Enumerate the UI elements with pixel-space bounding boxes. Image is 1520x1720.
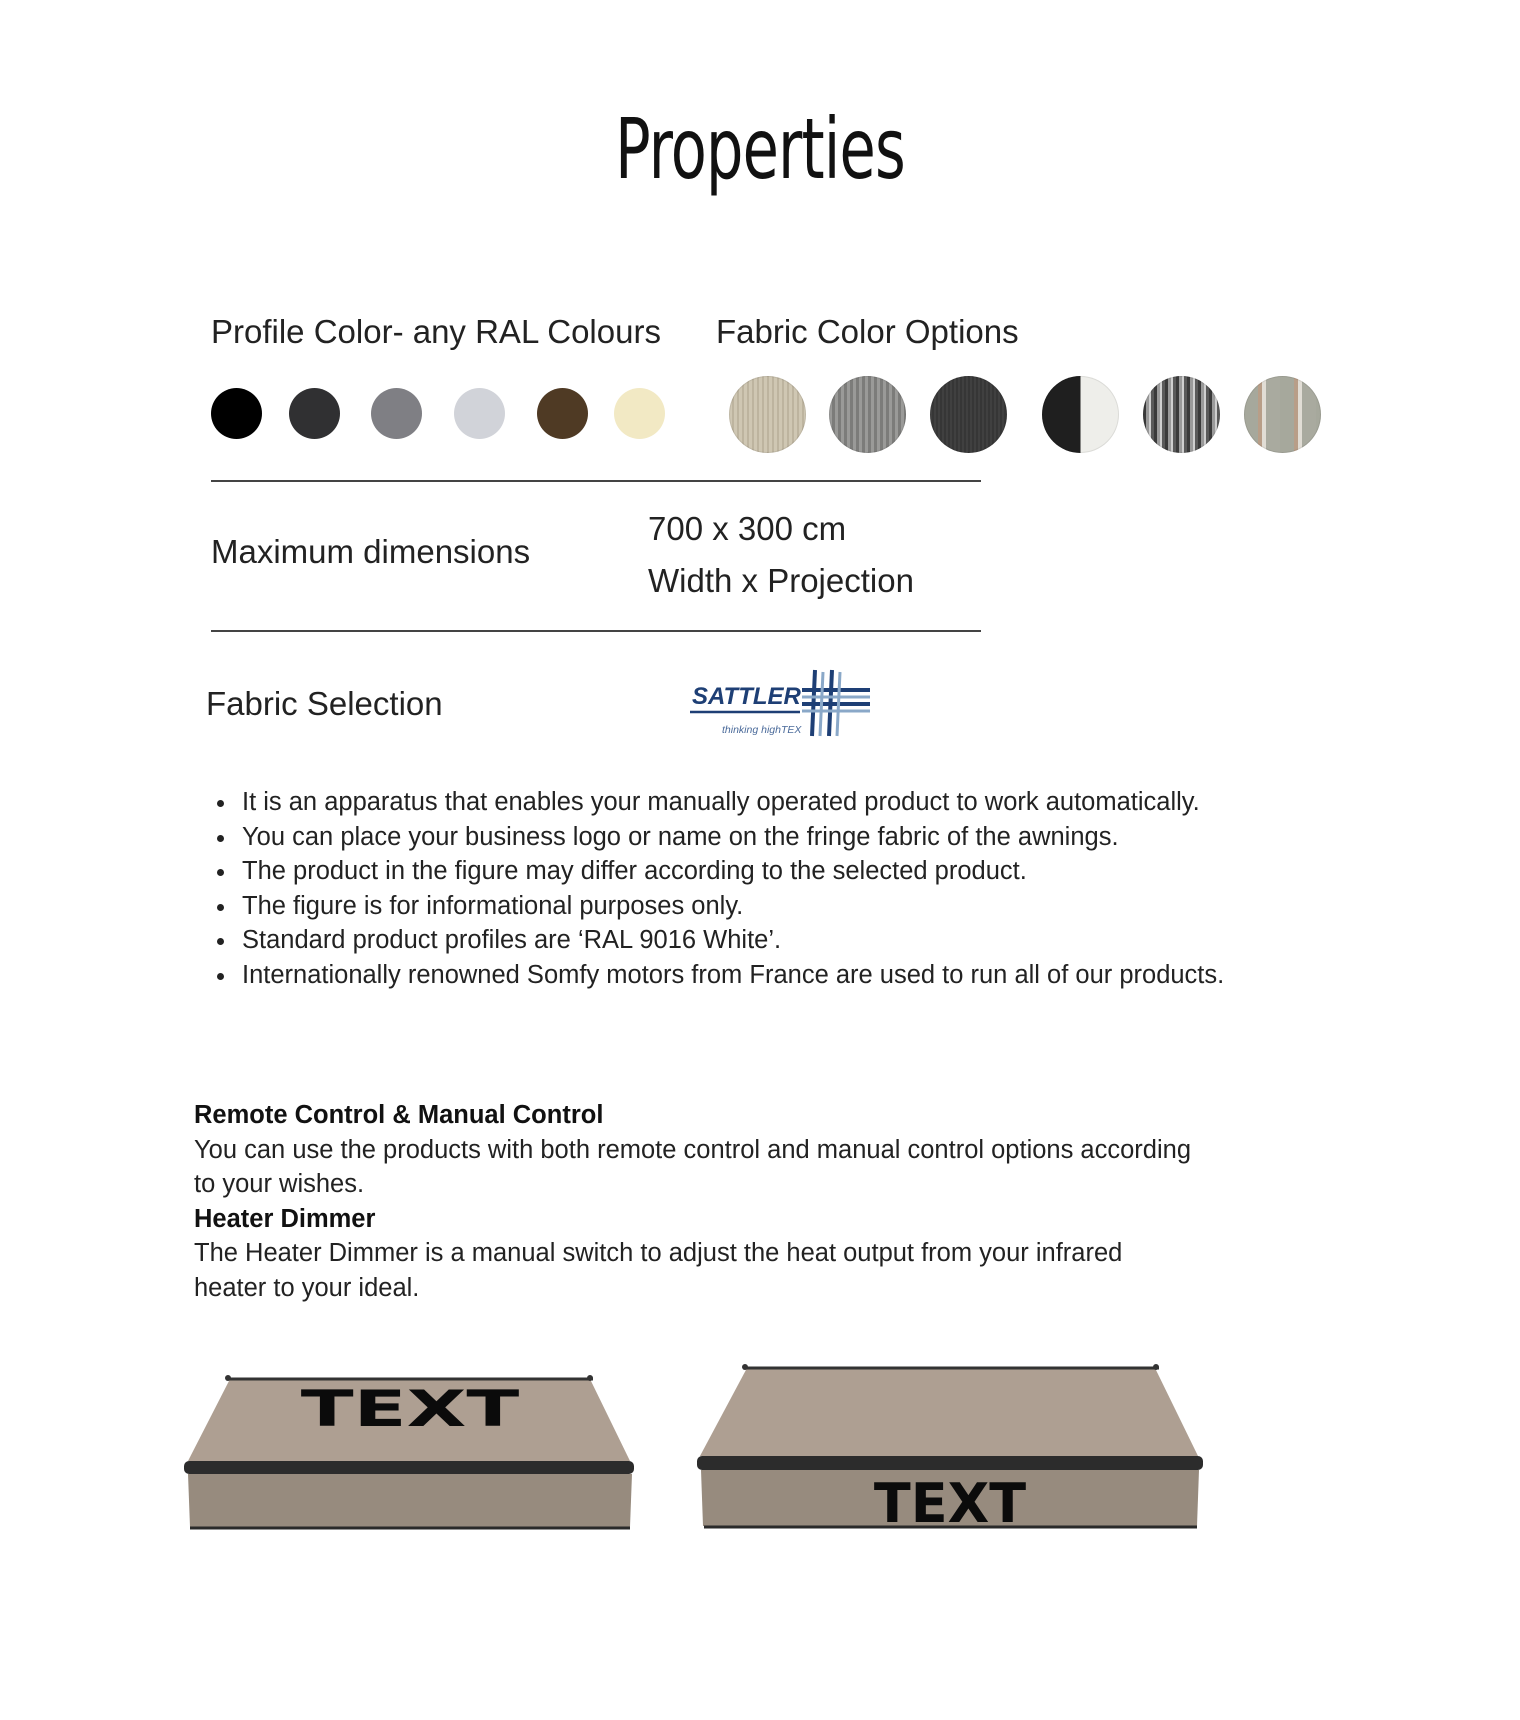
fabric-swatch-grey-woven	[829, 376, 906, 453]
control-sections	[194, 1098, 1194, 1305]
profile-swatch-cream	[614, 388, 665, 439]
list-item: • Internationally renowned Somfy motors from France are used to run all of our products.	[238, 958, 1228, 993]
feature-list	[208, 785, 1228, 992]
dimensions-label: Maximum dimensions	[211, 533, 531, 570]
logo-tagline: thinking highTEX	[722, 724, 802, 736]
page-title: Properties	[615, 100, 905, 198]
profile-swatch-light-grey	[454, 388, 505, 439]
remote-heading: Remote Control & Manual Control	[194, 1101, 604, 1129]
list-item: • The product in the figure may differ according to the selected product.	[238, 854, 1228, 889]
fabric-swatch-dark-grey	[930, 376, 1007, 453]
profile-swatch-brown	[537, 388, 588, 439]
awning-front-text: TEXT	[873, 1472, 1027, 1535]
logo-name: SATTLER	[692, 683, 801, 710]
dimensions-unit-label: Width x Projection	[648, 562, 914, 599]
awning-top-text: TEXT	[300, 1380, 520, 1438]
heater-heading: Heater Dimmer	[194, 1204, 376, 1233]
sattler-logo	[690, 668, 872, 738]
heater-body: The Heater Dimmer is a manual switch to adjust the heat output from your infrared heater to your ideal.	[194, 1239, 1123, 1302]
profile-swatch-black	[211, 388, 262, 439]
fabric-selection-label: Fabric Selection	[206, 685, 443, 722]
dimensions-value: 700 x 300 cm	[648, 510, 847, 547]
fabric-swatch-black-white-split	[1042, 376, 1119, 453]
fabric-swatch-sage-stripe	[1244, 376, 1321, 453]
divider	[211, 630, 981, 632]
fabric-swatch-beige-woven	[729, 376, 806, 453]
profile-swatch-anthracite	[289, 388, 340, 439]
list-item: • It is an apparatus that enables your manually operated product to work automatically.	[238, 785, 1228, 820]
list-item: • Standard product profiles are ‘RAL 9016 White’.	[238, 923, 1228, 958]
fabric-color-label: Fabric Color Options	[716, 313, 1019, 350]
fabric-swatch-grey-stripe	[1143, 376, 1220, 453]
list-item: • You can place your business logo or name on the fringe fabric of the awnings.	[238, 820, 1228, 855]
divider	[211, 480, 981, 482]
list-item: • The figure is for informational purposes only.	[238, 889, 1228, 924]
remote-body: You can use the products with both remote control and manual control options according to your wishes.	[194, 1135, 1192, 1198]
profile-swatch-grey	[371, 388, 422, 439]
profile-color-label: Profile Color- any RAL Colours	[211, 313, 661, 350]
